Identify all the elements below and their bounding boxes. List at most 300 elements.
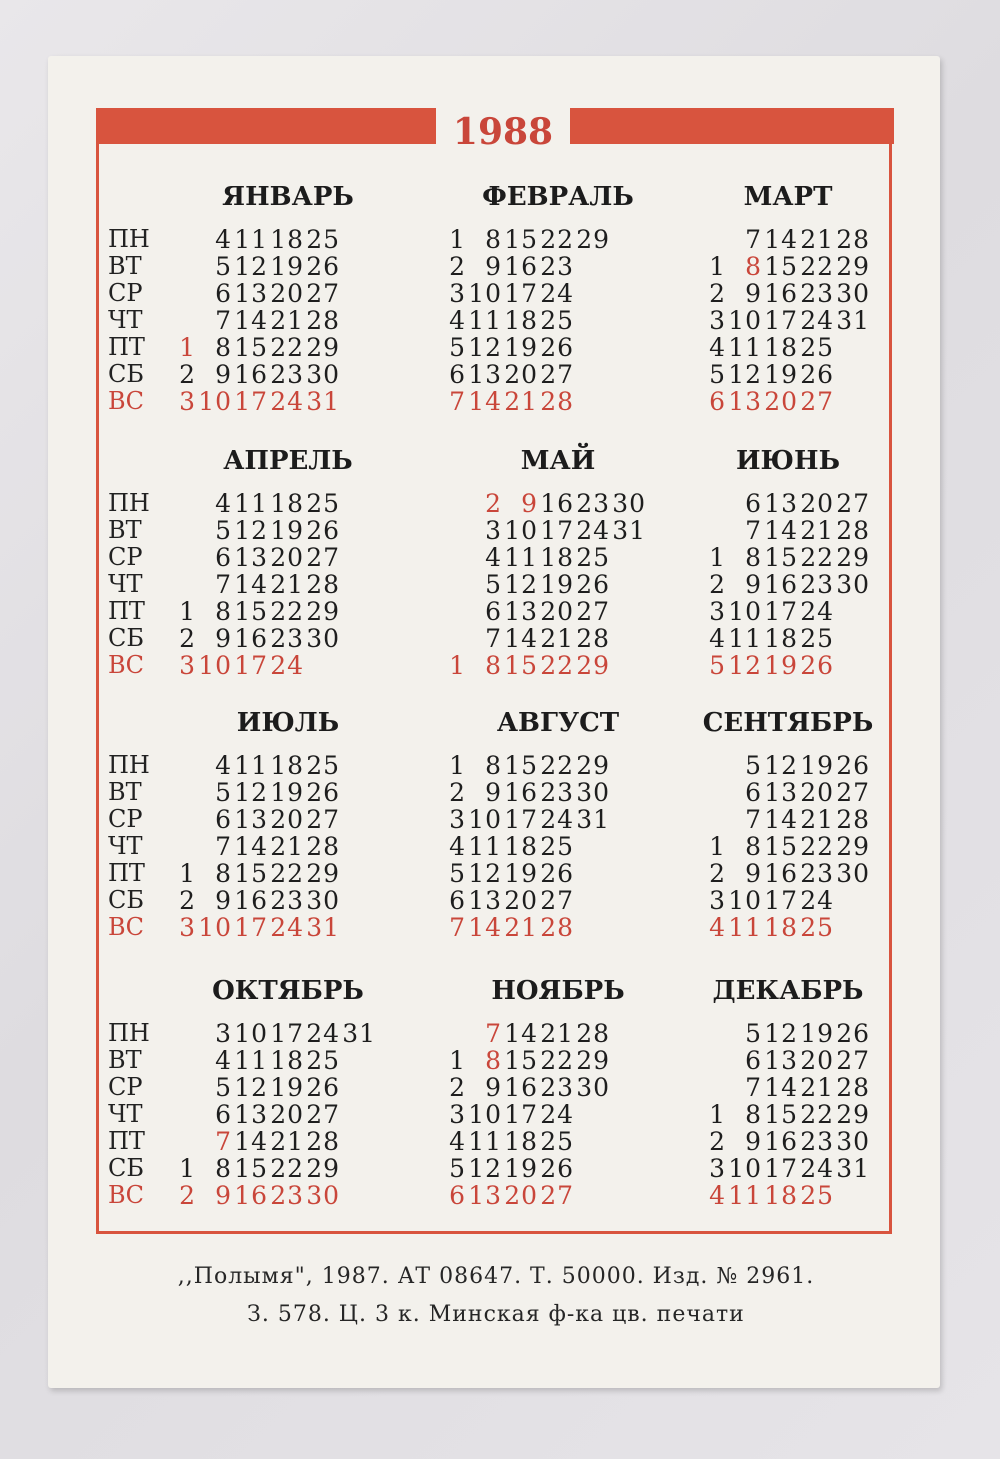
day-cell: 22 (800, 1100, 834, 1129)
day-cell: 16 (234, 1181, 268, 1210)
day-cell: 28 (306, 832, 340, 861)
day-cell: 1 (709, 543, 726, 572)
month-name: ЯНВАРЬ (222, 182, 354, 212)
weekday-label: СБ (108, 624, 144, 652)
day-cell: 6 (215, 805, 232, 834)
day-cell: 7 (745, 805, 762, 834)
day-cell: 24 (800, 1154, 834, 1183)
day-cell: 6 (449, 360, 466, 389)
day-cell: 23 (800, 279, 834, 308)
day-cell: 23 (540, 778, 574, 807)
day-cell: 1 (709, 1100, 726, 1129)
day-cell: 29 (306, 597, 340, 626)
day-cell: 20 (504, 886, 538, 915)
day-cell: 9 (215, 886, 232, 915)
day-cell: 25 (540, 1127, 574, 1156)
day-cell: 20 (270, 1100, 304, 1129)
month-name: ИЮНЬ (735, 446, 841, 476)
day-cell: 8 (745, 832, 762, 861)
day-cell: 25 (800, 913, 834, 942)
month-name: ФЕВРАЛЬ (482, 182, 634, 212)
weekday-label: СР (108, 1073, 143, 1101)
day-cell: 24 (800, 886, 834, 915)
day-cell: 3 (179, 387, 196, 416)
day-cell: 9 (215, 1181, 232, 1210)
day-cell: 7 (745, 516, 762, 545)
day-cell: 4 (215, 1046, 232, 1075)
day-cell: 15 (764, 1100, 798, 1129)
month-name: АВГУСТ (496, 708, 620, 738)
day-cell: 29 (836, 252, 870, 281)
day-cell: 9 (485, 252, 502, 281)
day-cell: 4 (709, 624, 726, 653)
day-cell: 8 (485, 1046, 502, 1075)
day-cell: 31 (612, 516, 646, 545)
day-cell: 16 (234, 886, 268, 915)
day-cell: 29 (576, 651, 610, 680)
month-name: ДЕКАБРЬ (712, 976, 864, 1006)
day-cell: 28 (836, 805, 870, 834)
day-cell: 21 (270, 1127, 304, 1156)
day-cell: 13 (764, 1046, 798, 1075)
day-cell: 29 (306, 859, 340, 888)
day-cell: 14 (234, 1127, 268, 1156)
day-cell: 18 (540, 543, 574, 572)
day-cell: 6 (449, 886, 466, 915)
day-cell: 11 (468, 306, 502, 335)
day-cell: 16 (504, 252, 538, 281)
day-cell: 10 (234, 1019, 268, 1048)
day-cell: 29 (306, 1154, 340, 1183)
day-cell: 17 (234, 651, 268, 680)
day-cell: 19 (764, 651, 798, 680)
day-cell: 17 (270, 1019, 304, 1048)
day-cell: 23 (270, 886, 304, 915)
day-cell: 5 (709, 651, 726, 680)
day-cell: 20 (540, 597, 574, 626)
day-cell: 1 (709, 832, 726, 861)
day-cell: 27 (540, 1181, 574, 1210)
day-cell: 28 (306, 1127, 340, 1156)
day-cell: 17 (540, 516, 574, 545)
day-cell: 4 (215, 751, 232, 780)
day-cell: 17 (234, 913, 268, 942)
day-cell: 6 (215, 1100, 232, 1129)
day-cell: 28 (540, 913, 574, 942)
day-cell: 12 (234, 1073, 268, 1102)
day-cell: 4 (449, 1127, 466, 1156)
day-cell: 19 (540, 570, 574, 599)
day-cell: 17 (504, 1100, 538, 1129)
weekday-label: ПН (108, 751, 150, 779)
day-cell: 26 (306, 778, 340, 807)
weekday-label: ВС (108, 1181, 144, 1209)
weekday-labels (108, 490, 150, 679)
day-cell: 5 (215, 252, 232, 281)
day-cell: 5 (449, 1154, 466, 1183)
day-cell: 21 (504, 913, 538, 942)
day-cell: 19 (504, 859, 538, 888)
day-cell: 27 (576, 597, 610, 626)
day-cell: 18 (270, 751, 304, 780)
day-cell: 5 (485, 570, 502, 599)
day-cell: 1 (179, 333, 196, 362)
day-cell: 22 (270, 1154, 304, 1183)
day-cell: 13 (234, 279, 268, 308)
day-cell: 25 (800, 333, 834, 362)
day-cell: 30 (612, 489, 646, 518)
weekday-label: ПТ (108, 1127, 145, 1155)
day-cell: 9 (745, 570, 762, 599)
day-cell: 17 (504, 279, 538, 308)
day-cell: 29 (576, 1046, 610, 1075)
day-cell: 6 (745, 489, 762, 518)
day-cell: 15 (234, 597, 268, 626)
day-cell: 22 (540, 1046, 574, 1075)
day-cell: 3 (709, 886, 726, 915)
day-cell: 31 (306, 913, 340, 942)
day-cell: 16 (764, 570, 798, 599)
day-cell: 2 (709, 859, 726, 888)
day-cell: 28 (576, 1019, 610, 1048)
weekday-labels (108, 752, 150, 941)
weekday-label: ВТ (108, 778, 142, 806)
day-cell: 7 (485, 624, 502, 653)
day-cell: 26 (540, 333, 574, 362)
day-cell: 1 (709, 252, 726, 281)
day-cell: 5 (745, 1019, 762, 1048)
day-cell: 2 (449, 778, 466, 807)
day-cell: 19 (270, 252, 304, 281)
day-cell: 22 (800, 252, 834, 281)
day-cell: 31 (836, 1154, 870, 1183)
day-cell: 16 (234, 360, 268, 389)
day-cell: 2 (709, 279, 726, 308)
day-cell: 2 (179, 1181, 196, 1210)
year-title: 1988 (436, 110, 570, 154)
day-cell: 2 (179, 624, 196, 653)
day-cell: 17 (504, 805, 538, 834)
day-cell: 8 (745, 543, 762, 572)
day-cell: 27 (306, 279, 340, 308)
day-cell: 13 (468, 360, 502, 389)
day-cell: 23 (540, 1073, 574, 1102)
day-cell: 28 (306, 306, 340, 335)
day-cell: 12 (468, 1154, 502, 1183)
day-cell: 30 (306, 360, 340, 389)
day-cell: 28 (576, 624, 610, 653)
day-cell: 15 (234, 859, 268, 888)
day-cell: 20 (504, 360, 538, 389)
day-cell: 12 (764, 1019, 798, 1048)
month-name: СЕНТЯБРЬ (702, 708, 874, 738)
day-cell: 6 (745, 778, 762, 807)
day-cell: 13 (728, 387, 762, 416)
day-cell: 9 (485, 778, 502, 807)
day-cell: 19 (800, 1019, 834, 1048)
day-cell: 4 (709, 913, 726, 942)
day-cell: 25 (306, 489, 340, 518)
day-cell: 25 (576, 543, 610, 572)
day-cell: 7 (449, 387, 466, 416)
day-cell: 19 (270, 516, 304, 545)
day-cell: 20 (504, 1181, 538, 1210)
day-cell: 5 (449, 333, 466, 362)
day-cell: 28 (836, 1073, 870, 1102)
day-cell: 20 (800, 1046, 834, 1075)
weekday-label: ПН (108, 1019, 150, 1047)
day-cell: 12 (728, 360, 762, 389)
day-cell: 11 (728, 624, 762, 653)
day-cell: 9 (215, 360, 232, 389)
day-cell: 28 (836, 225, 870, 254)
month-name: МАРТ (743, 182, 833, 212)
weekday-label: ЧТ (108, 570, 143, 598)
day-cell: 20 (270, 805, 304, 834)
day-cell: 3 (709, 597, 726, 626)
day-cell: 27 (540, 886, 574, 915)
footer-line-2: З. 578. Ц. 3 к. Минская ф-ка цв. печати (247, 1302, 745, 1327)
day-cell: 25 (306, 225, 340, 254)
day-cell: 7 (215, 570, 232, 599)
weekday-label: ВТ (108, 252, 142, 280)
day-cell: 25 (306, 1046, 340, 1075)
day-cell: 8 (215, 333, 232, 362)
day-cell: 30 (576, 778, 610, 807)
day-cell: 26 (540, 859, 574, 888)
day-cell: 19 (764, 360, 798, 389)
day-cell: 30 (306, 624, 340, 653)
day-cell: 31 (576, 805, 610, 834)
day-cell: 26 (306, 516, 340, 545)
day-cell: 16 (504, 1073, 538, 1102)
day-cell: 8 (485, 751, 502, 780)
day-cell: 6 (215, 279, 232, 308)
day-cell: 22 (800, 832, 834, 861)
day-cell: 1 (179, 597, 196, 626)
day-cell: 26 (540, 1154, 574, 1183)
day-cell: 26 (306, 252, 340, 281)
day-cell: 24 (270, 387, 304, 416)
day-cell: 21 (270, 306, 304, 335)
day-cell: 29 (576, 751, 610, 780)
day-cell: 31 (342, 1019, 376, 1048)
day-cell: 23 (800, 570, 834, 599)
weekday-label: СБ (108, 1154, 144, 1182)
day-cell: 1 (179, 859, 196, 888)
day-cell: 14 (234, 570, 268, 599)
day-cell: 8 (215, 1154, 232, 1183)
day-cell: 26 (576, 570, 610, 599)
day-cell: 20 (800, 778, 834, 807)
day-cell: 24 (576, 516, 610, 545)
day-cell: 3 (709, 306, 726, 335)
day-cell: 12 (764, 751, 798, 780)
day-cell: 18 (764, 333, 798, 362)
day-cell: 21 (270, 570, 304, 599)
day-cell: 18 (270, 489, 304, 518)
day-cell: 6 (709, 387, 726, 416)
day-cell: 23 (800, 859, 834, 888)
day-cell: 15 (504, 651, 538, 680)
day-cell: 12 (234, 252, 268, 281)
day-cell: 12 (468, 333, 502, 362)
day-cell: 29 (306, 333, 340, 362)
day-cell: 26 (800, 651, 834, 680)
day-cell: 25 (800, 1181, 834, 1210)
day-cell: 30 (836, 859, 870, 888)
day-cell: 10 (468, 805, 502, 834)
month-name: ОКТЯБРЬ (212, 976, 364, 1006)
day-cell: 9 (745, 1127, 762, 1156)
day-cell: 20 (800, 489, 834, 518)
day-cell: 4 (449, 832, 466, 861)
day-cell: 16 (234, 624, 268, 653)
day-cell: 11 (234, 489, 268, 518)
day-cell: 24 (270, 651, 304, 680)
day-cell: 8 (485, 225, 502, 254)
day-cell: 18 (504, 832, 538, 861)
day-cell: 24 (540, 805, 574, 834)
day-cell: 13 (234, 1100, 268, 1129)
day-cell: 2 (709, 570, 726, 599)
day-cell: 30 (836, 279, 870, 308)
day-cell: 4 (449, 306, 466, 335)
day-cell: 9 (485, 1073, 502, 1102)
month-name: НОЯБРЬ (491, 976, 625, 1006)
day-cell: 18 (270, 1046, 304, 1075)
weekday-label: СБ (108, 360, 144, 388)
day-cell: 15 (504, 225, 538, 254)
day-cell: 19 (800, 751, 834, 780)
day-cell: 29 (836, 1100, 870, 1129)
day-cell: 1 (449, 751, 466, 780)
day-cell: 16 (764, 1127, 798, 1156)
day-cell: 2 (449, 1073, 466, 1102)
day-cell: 3 (709, 1154, 726, 1183)
day-cell: 8 (215, 859, 232, 888)
day-cell: 17 (764, 1154, 798, 1183)
day-cell: 27 (540, 360, 574, 389)
day-cell: 24 (800, 306, 834, 335)
day-cell: 31 (306, 387, 340, 416)
day-cell: 12 (728, 651, 762, 680)
weekday-label: ПН (108, 225, 150, 253)
day-cell: 1 (179, 1154, 196, 1183)
day-cell: 24 (800, 597, 834, 626)
day-cell: 7 (745, 225, 762, 254)
month-name: МАЙ (520, 446, 596, 476)
day-cell: 11 (468, 832, 502, 861)
day-cell: 13 (504, 597, 538, 626)
day-cell: 19 (270, 1073, 304, 1102)
day-cell: 30 (306, 1181, 340, 1210)
day-cell: 2 (179, 360, 196, 389)
day-cell: 26 (800, 360, 834, 389)
day-cell: 12 (504, 570, 538, 599)
day-cell: 15 (764, 543, 798, 572)
weekday-label: ПТ (108, 333, 145, 361)
day-cell: 8 (745, 1100, 762, 1129)
day-cell: 18 (270, 225, 304, 254)
day-cell: 7 (215, 832, 232, 861)
day-cell: 18 (764, 913, 798, 942)
day-cell: 29 (836, 543, 870, 572)
day-cell: 4 (215, 225, 232, 254)
day-cell: 15 (234, 333, 268, 362)
weekday-label: ЧТ (108, 1100, 143, 1128)
day-cell: 23 (576, 489, 610, 518)
day-cell: 3 (449, 279, 466, 308)
day-cell: 21 (800, 1073, 834, 1102)
day-cell: 8 (485, 651, 502, 680)
month-name: ИЮЛЬ (236, 708, 340, 738)
day-cell: 3 (215, 1019, 232, 1048)
day-cell: 25 (540, 306, 574, 335)
weekday-labels (108, 1020, 150, 1209)
day-cell: 12 (468, 859, 502, 888)
day-cell: 13 (764, 778, 798, 807)
day-cell: 14 (764, 225, 798, 254)
day-cell: 8 (215, 597, 232, 626)
day-cell: 11 (234, 1046, 268, 1075)
day-cell: 27 (800, 387, 834, 416)
day-cell: 23 (800, 1127, 834, 1156)
day-cell: 11 (728, 913, 762, 942)
day-cell: 19 (504, 333, 538, 362)
day-cell: 15 (234, 1154, 268, 1183)
day-cell: 17 (764, 597, 798, 626)
day-cell: 6 (215, 543, 232, 572)
day-cell: 15 (764, 832, 798, 861)
day-cell: 23 (270, 624, 304, 653)
day-cell: 7 (485, 1019, 502, 1048)
day-cell: 14 (764, 1073, 798, 1102)
day-cell: 9 (215, 624, 232, 653)
day-cell: 25 (540, 832, 574, 861)
day-cell: 18 (504, 1127, 538, 1156)
day-cell: 3 (449, 1100, 466, 1129)
day-cell: 22 (540, 225, 574, 254)
day-cell: 21 (540, 624, 574, 653)
day-cell: 24 (270, 913, 304, 942)
day-cell: 4 (709, 1181, 726, 1210)
day-cell: 21 (800, 516, 834, 545)
day-cell: 22 (270, 597, 304, 626)
day-cell: 10 (728, 306, 762, 335)
day-cell: 2 (709, 1127, 726, 1156)
weekday-label: СР (108, 805, 143, 833)
day-cell: 18 (504, 306, 538, 335)
day-cell: 16 (504, 778, 538, 807)
day-cell: 10 (468, 279, 502, 308)
weekday-label: ЧТ (108, 306, 143, 334)
day-cell: 4 (485, 543, 502, 572)
day-cell: 29 (576, 225, 610, 254)
weekday-label: ВТ (108, 516, 142, 544)
day-cell: 11 (728, 333, 762, 362)
day-cell: 13 (468, 1181, 502, 1210)
day-cell: 5 (215, 778, 232, 807)
day-cell: 4 (709, 333, 726, 362)
weekday-labels (108, 226, 150, 415)
day-cell: 14 (504, 624, 538, 653)
day-cell: 14 (764, 516, 798, 545)
day-cell: 11 (728, 1181, 762, 1210)
weekday-label: ЧТ (108, 832, 143, 860)
weekday-label: ВС (108, 651, 144, 679)
day-cell: 23 (270, 1181, 304, 1210)
